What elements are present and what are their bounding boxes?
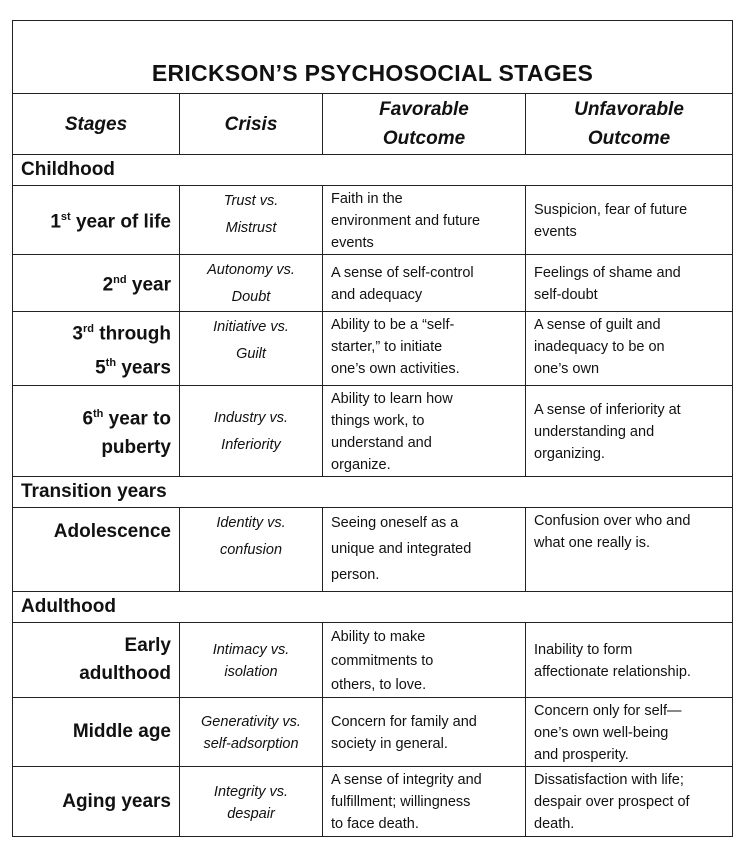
- table-row: [13, 767, 733, 837]
- favorable-cell: [323, 386, 526, 477]
- unfavorable-line: Concern only for self—: [534, 703, 682, 719]
- crisis-cell: [180, 698, 323, 767]
- unfavorable-line: A sense of inferiority at: [534, 402, 681, 418]
- unfavorable-line: one’s own well-being: [534, 725, 669, 741]
- stage-cell: [13, 186, 180, 255]
- favorable-line: Concern for family and: [331, 714, 477, 730]
- favorable-line: Ability to learn how: [331, 391, 453, 407]
- crisis-cell: [180, 508, 323, 592]
- table-row: [13, 186, 733, 255]
- crisis-cell: [180, 623, 323, 698]
- stage-line: [13, 400, 171, 433]
- unfavorable-line: what one really is.: [534, 535, 651, 551]
- crisis-line: Mistrust: [225, 220, 277, 236]
- favorable-cell: [323, 508, 526, 592]
- stage-line: [13, 349, 171, 382]
- crisis-line: Integrity vs.: [213, 783, 289, 800]
- crisis-line: Doubt: [231, 289, 271, 305]
- stage-number: 5: [95, 356, 106, 378]
- crisis-line: Industry vs.: [213, 410, 289, 426]
- favorable-cell: [323, 767, 526, 837]
- favorable-cell: [323, 623, 526, 698]
- crisis-line: Trust vs.: [223, 193, 279, 209]
- unfavorable-line: Dissatisfaction with life;: [534, 772, 684, 788]
- table-row: [13, 508, 733, 592]
- favorable-line: organize.: [331, 457, 391, 473]
- crisis-line: Generativity vs.: [201, 714, 301, 730]
- crisis-line: Guilt: [236, 346, 266, 362]
- favorable-line: others, to love.: [331, 677, 427, 693]
- stage-number: 1: [50, 211, 61, 233]
- unfavorable-cell: [526, 767, 733, 837]
- unfavorable-line: inadequacy to be on: [534, 339, 665, 355]
- crisis-cell: [180, 386, 323, 477]
- favorable-line: one’s own activities.: [331, 361, 460, 377]
- favorable-line: starter,” to initiate: [331, 339, 443, 355]
- favorable-line: commitments to: [331, 653, 434, 669]
- stage-number: 2: [102, 274, 114, 296]
- header-unfavorable: [526, 94, 733, 155]
- favorable-line: to face death.: [331, 816, 419, 832]
- crisis-line: Intimacy vs.: [212, 642, 290, 658]
- crisis-line: Autonomy vs.: [207, 262, 295, 278]
- header-favorable: [323, 94, 526, 155]
- header-row: [13, 94, 733, 155]
- unfavorable-cell: [526, 255, 733, 312]
- stage-text: years: [116, 356, 171, 378]
- unfavorable-line: Inability to form: [534, 642, 633, 658]
- favorable-line: Ability to be a “self-: [331, 317, 455, 333]
- stage-text: year: [126, 274, 171, 296]
- stage-line: [13, 315, 171, 348]
- unfavorable-line: understanding and: [534, 424, 655, 440]
- favorable-line: environment and future: [331, 213, 481, 229]
- stage-suffix: th: [93, 408, 104, 421]
- stage-number: 3: [72, 323, 83, 345]
- favorable-line: unique and integrated: [331, 541, 472, 557]
- stage-line: Early: [124, 635, 171, 656]
- stage-cell: [13, 623, 180, 698]
- stage-suffix: st: [60, 211, 71, 224]
- section-childhood: Childhood: [13, 155, 733, 186]
- unfavorable-cell: [526, 508, 733, 592]
- favorable-cell: [323, 698, 526, 767]
- favorable-cell: [323, 312, 526, 386]
- unfavorable-line: despair over prospect of: [534, 794, 690, 810]
- favorable-line: Faith in the: [331, 191, 403, 207]
- unfavorable-cell: [526, 186, 733, 255]
- favorable-line: Seeing oneself as a: [331, 515, 459, 531]
- header-stages: Stages: [13, 94, 180, 155]
- stage-cell: Middle age: [13, 698, 180, 767]
- crisis-cell: [180, 312, 323, 386]
- unfavorable-line: self-doubt: [534, 287, 598, 303]
- crisis-line: confusion: [219, 542, 283, 558]
- unfavorable-cell: [526, 623, 733, 698]
- unfavorable-cell: [526, 386, 733, 477]
- header-unfavorable-line1: Unfavorable: [574, 99, 684, 120]
- stage-cell: [13, 312, 180, 386]
- stage-number: 6: [82, 408, 94, 430]
- stage-line: puberty: [101, 436, 171, 458]
- section-adulthood: Adulthood: [13, 592, 733, 623]
- stages-table-wrapper: [12, 20, 732, 837]
- header-favorable-line2: Outcome: [382, 128, 466, 149]
- crisis-line: despair: [227, 805, 275, 822]
- stage-suffix: rd: [82, 323, 94, 336]
- favorable-line: and adequacy: [331, 287, 423, 303]
- crisis-line: Inferiority: [221, 437, 281, 453]
- crisis-cell: [180, 255, 323, 312]
- psychosocial-stages-table: [12, 20, 733, 837]
- crisis-cell: [180, 186, 323, 255]
- unfavorable-line: A sense of guilt and: [534, 317, 661, 333]
- stage-cell: [13, 255, 180, 312]
- favorable-line: understand and: [331, 435, 432, 451]
- crisis-cell: [180, 767, 323, 837]
- favorable-line: Ability to make: [331, 629, 426, 645]
- stage-suffix: th: [105, 356, 117, 369]
- unfavorable-line: Feelings of shame and: [534, 265, 681, 281]
- favorable-line: fulfillment; willingness: [331, 794, 471, 810]
- crisis-line: self-adsorption: [203, 736, 299, 752]
- table-row: [13, 698, 733, 767]
- stage-suffix: nd: [113, 274, 127, 287]
- favorable-cell: [323, 255, 526, 312]
- unfavorable-cell: [526, 312, 733, 386]
- unfavorable-line: one’s own: [534, 361, 600, 377]
- stage-text: through: [93, 323, 171, 345]
- header-crisis: Crisis: [180, 94, 323, 155]
- unfavorable-line: events: [534, 224, 577, 240]
- favorable-line: A sense of integrity and: [331, 772, 482, 788]
- favorable-line: things work, to: [331, 413, 425, 429]
- stage-line: adulthood: [79, 663, 171, 684]
- section-transition-years: Transition years: [13, 477, 733, 508]
- favorable-line: person.: [331, 567, 380, 583]
- stage-text: year of life: [70, 211, 171, 233]
- stage-cell: Adolescence: [13, 508, 180, 592]
- crisis-line: Identity vs.: [216, 515, 286, 531]
- table-title: ERICKSON’S PSYCHOSOCIAL STAGES: [13, 21, 733, 94]
- favorable-line: A sense of self-control: [331, 265, 474, 281]
- unfavorable-cell: [526, 698, 733, 767]
- unfavorable-line: Suspicion, fear of future: [534, 202, 688, 218]
- header-favorable-line1: Favorable: [379, 99, 469, 120]
- favorable-line: events: [331, 235, 374, 251]
- stage-cell: [13, 386, 180, 477]
- stage-text: year to: [103, 408, 171, 430]
- stage-cell: Aging years: [13, 767, 180, 837]
- unfavorable-line: affectionate relationship.: [534, 664, 691, 680]
- unfavorable-line: organizing.: [534, 446, 605, 462]
- favorable-cell: [323, 186, 526, 255]
- unfavorable-line: death.: [534, 816, 575, 832]
- crisis-line: Initiative vs.: [213, 319, 289, 335]
- table-row: [13, 386, 733, 477]
- unfavorable-line: Confusion over who and: [534, 513, 691, 529]
- header-unfavorable-line2: Outcome: [587, 128, 671, 149]
- unfavorable-line: and prosperity.: [534, 747, 629, 763]
- favorable-line: society in general.: [331, 736, 448, 752]
- table-row: [13, 255, 733, 312]
- crisis-line: isolation: [224, 664, 278, 680]
- table-row: [13, 312, 733, 386]
- table-row: [13, 623, 733, 698]
